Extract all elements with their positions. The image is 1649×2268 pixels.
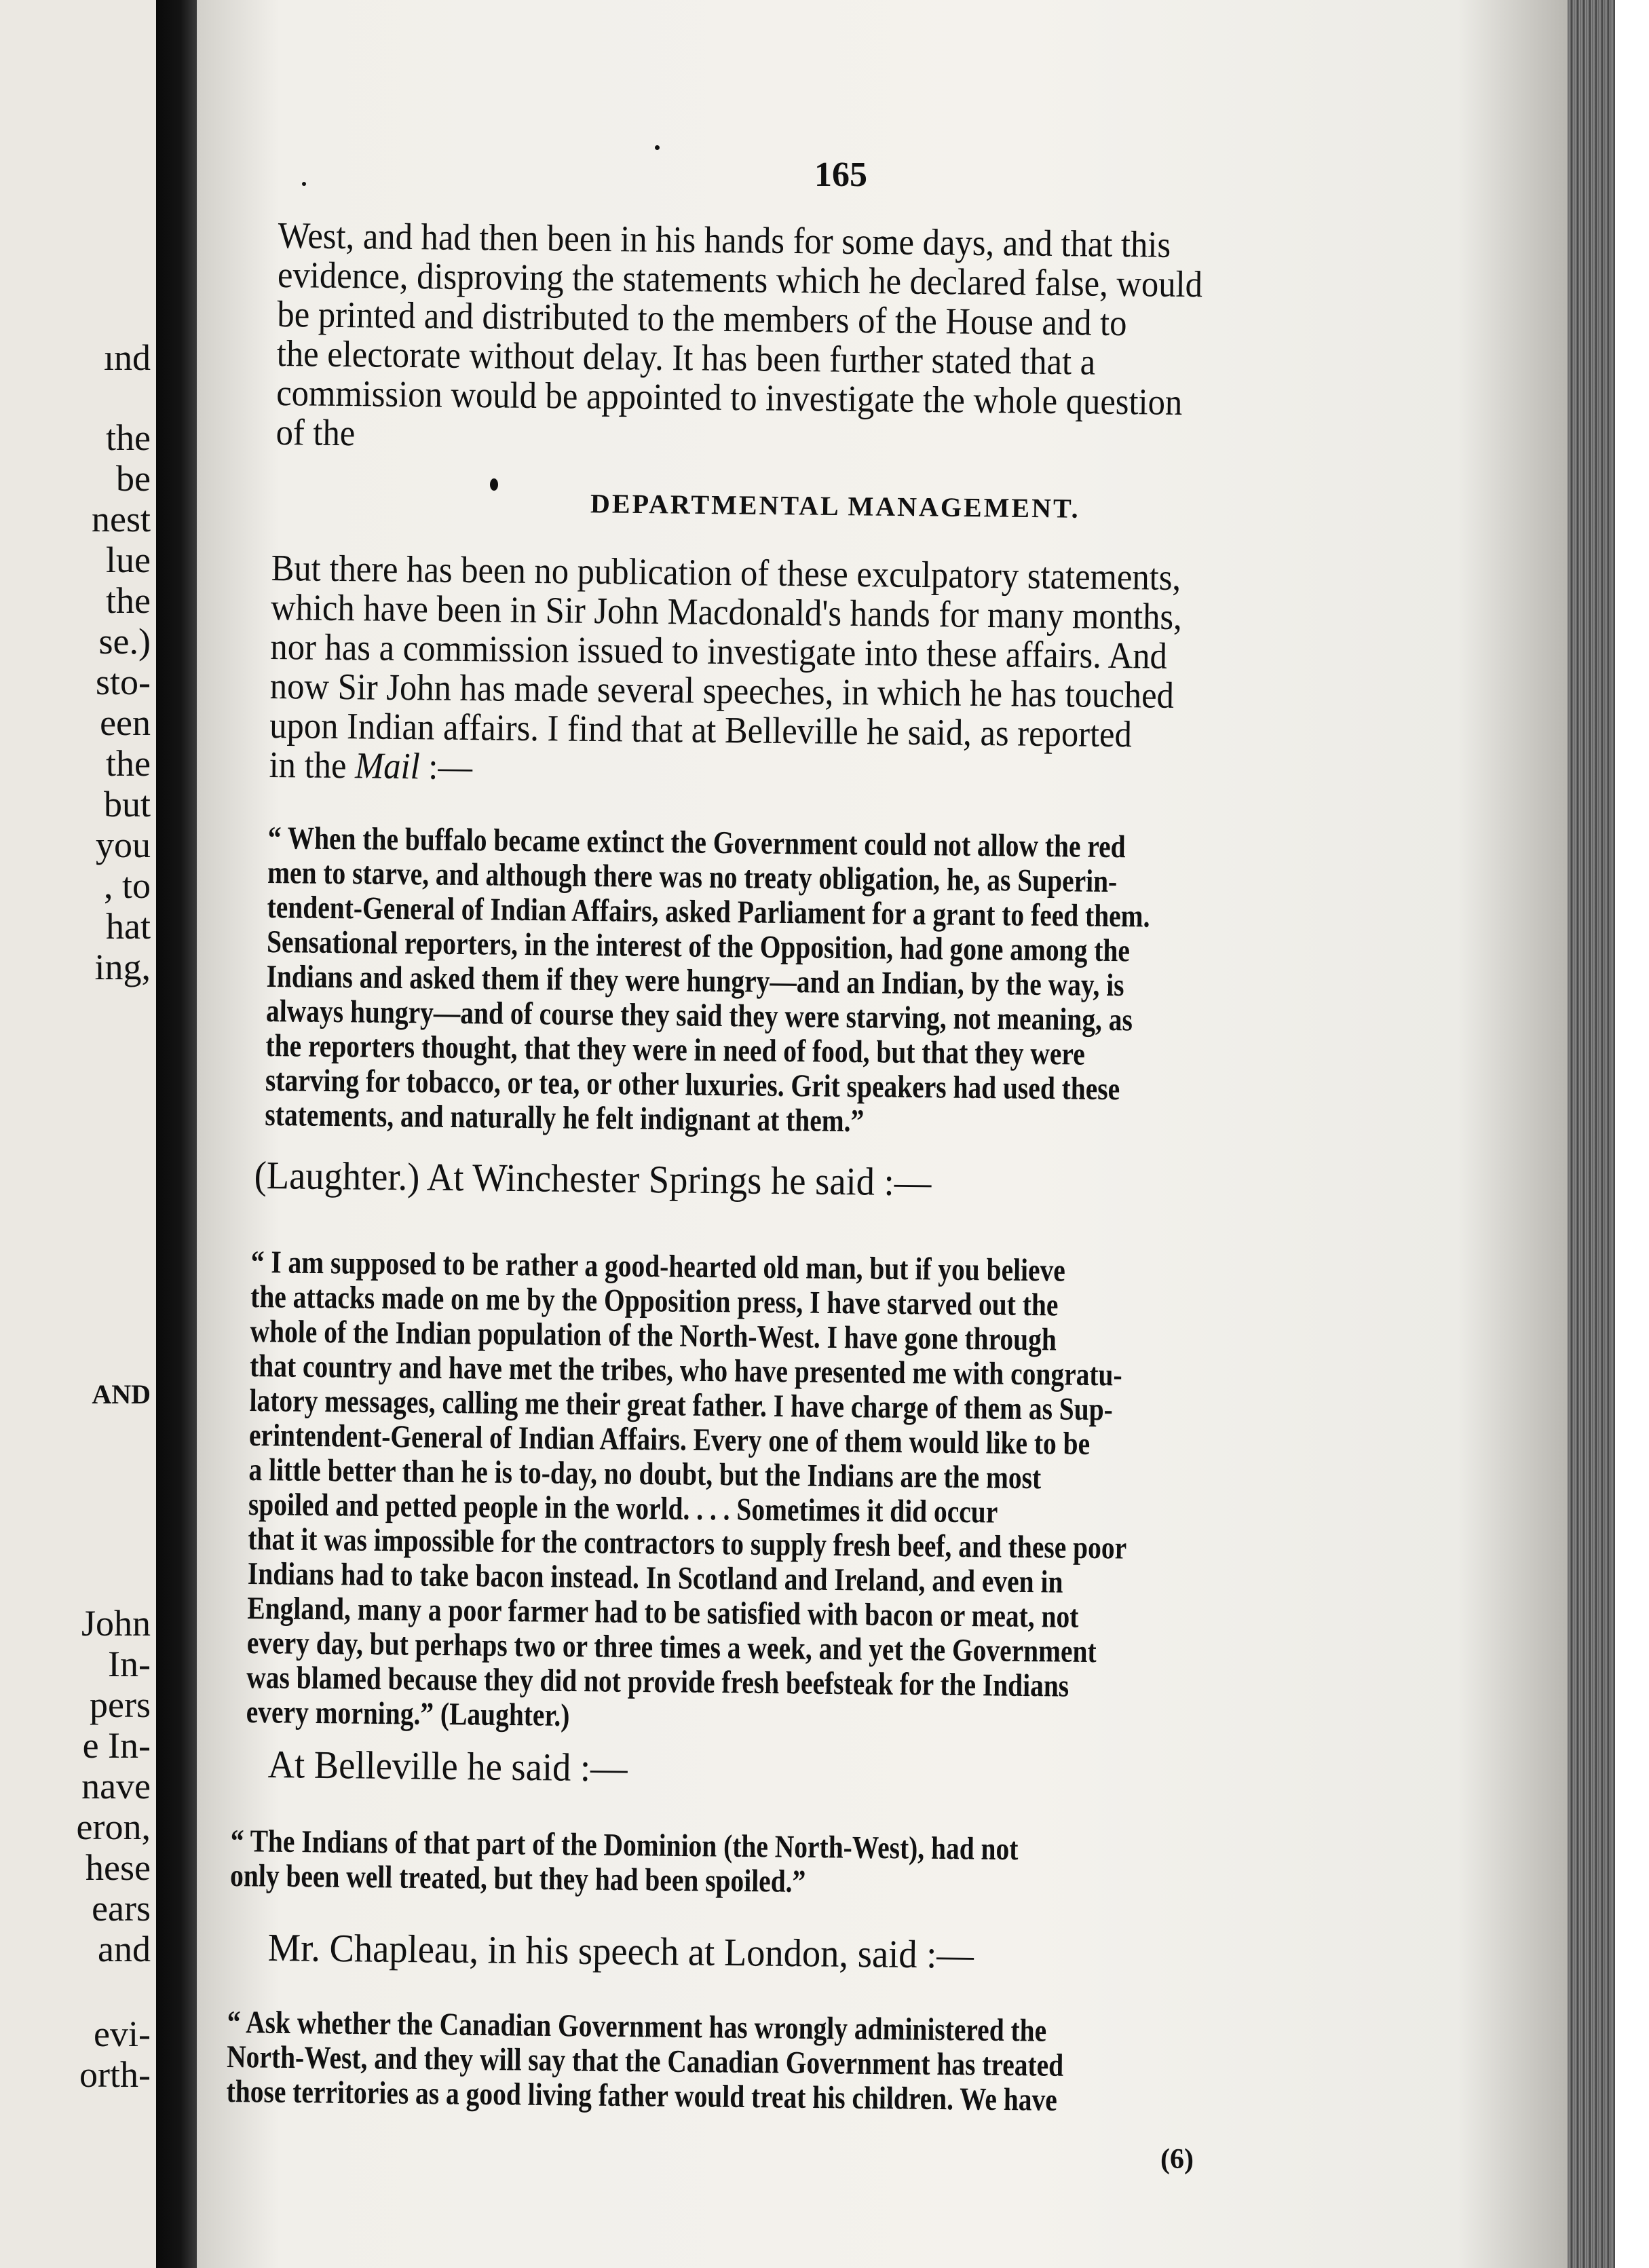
quote-line: men to starve, and although there was no treaty obligation, he, as Superin-: [267, 854, 1118, 900]
quote-line: that it was impossible for the contractors to supply fresh beef, and these poor: [248, 1521, 1127, 1566]
quote-line: the attacks made on me by the Opposition press, I have starved out the: [250, 1279, 1059, 1323]
paragraph-departmental: [269, 548, 1182, 794]
text-line: But there has been no publication of these exculpatory statements,: [271, 547, 1181, 599]
quote-line: latory messages, calling me their great father. I have charge of them as Sup-: [249, 1382, 1114, 1428]
left-page-text-fragment: you: [96, 825, 151, 865]
left-page-text-fragment: AND: [92, 1379, 151, 1410]
text-fragment: :—: [419, 745, 473, 788]
quote-line: spoiled and petted people in the world. . . . Sometimes it did occur: [248, 1486, 998, 1530]
left-page-text-fragment: een: [100, 702, 151, 743]
left-page-text-fragment: but: [103, 784, 151, 825]
left-page-text-fragment: hese: [86, 1847, 151, 1888]
page-number: 165: [814, 155, 867, 194]
left-page-text-fragment: be: [116, 458, 151, 499]
quote-belleville-spoiled: [230, 1824, 1019, 1902]
quote-belleville-buffalo: [265, 821, 1151, 1142]
quote-line: North-West, and they will say that the Canadian Government has treated: [226, 2039, 1064, 2083]
quote-line: the reporters thought, that they were in need of food, but that they were: [265, 1027, 1086, 1072]
left-page-text-fragment: the: [106, 417, 151, 458]
quote-winchester-springs: [246, 1245, 1130, 1739]
page-edges: [1568, 0, 1649, 2268]
quote-line: England, many a poor farmer had to be satisfied with bacon or meat, not: [247, 1590, 1079, 1635]
text-line: nor has a commission issued to investigate into these affairs. And: [270, 625, 1168, 677]
book-gutter: [156, 0, 197, 2268]
left-page-text-fragment: lue: [106, 540, 151, 580]
left-page-text-fragment: se.): [98, 621, 151, 662]
intro-chapleau: Mr. Chapleau, in his speech at London, said :—: [267, 1925, 974, 1977]
left-page-text-fragment: e In-: [82, 1725, 151, 1766]
quote-line: erintendent-General of Indian Affairs. Every one of them would like to be: [248, 1417, 1091, 1462]
quote-line: that country and have met the tribes, who have presented me with congratu-: [249, 1348, 1122, 1393]
ink-speck: [490, 478, 498, 491]
quote-line: tendent-General of Indian Affairs, asked Parliament for a grant to feed them.: [267, 889, 1150, 934]
left-page-text-fragment: nest: [92, 499, 151, 540]
left-page-text-fragment: ing,: [94, 947, 151, 987]
quote-line: “ I am supposed to be rather a good-hearted old man, but if you believe: [250, 1245, 1066, 1289]
left-page-text-fragment: ears: [92, 1888, 151, 1929]
quote-line: only been well treated, but they had been spoiled.”: [229, 1857, 806, 1900]
quote-line: Sensational reporters, in the interest of the Opposition, had gone among the: [266, 924, 1131, 969]
quote-line: Indians had to take bacon instead. In Scotland and Ireland, and even in: [247, 1555, 1063, 1600]
text-fragment: in the: [269, 743, 356, 787]
quote-line: always hungry—and of course they said they were starving, not meaning, as: [265, 993, 1133, 1038]
left-page-text-fragment: John: [81, 1603, 151, 1644]
quote-line: “ When the buffalo became extinct the Government could not allow the red: [267, 820, 1126, 865]
quote-line: whole of the Indian population of the North-West. I have gone through: [250, 1313, 1057, 1358]
left-page-text-fragment: pers: [90, 1684, 151, 1725]
left-page-text-fragment: nave: [81, 1766, 151, 1807]
newspaper-title: Mail: [354, 744, 421, 787]
text-line: the electorate without delay. It has been further stated that a: [276, 332, 1096, 383]
left-page-text-fragment: sto-: [96, 662, 151, 702]
quote-line: was blamed because they did not provide fresh beefsteak for the Indians: [246, 1659, 1069, 1704]
quote-line: every morning.” (Laughter.): [246, 1694, 570, 1733]
quote-line: “ Ask whether the Canadian Government has wrongly administered the: [227, 2005, 1047, 2049]
signature-mark: (6): [1160, 2144, 1194, 2175]
quote-line: “ The Indians of that part of the Dominion (the North-West), had not: [230, 1823, 1019, 1868]
text-line: evidence, disproving the statements which he declared false, would: [277, 253, 1203, 305]
text-line: now Sir John has made several speeches, in which he has touched: [269, 664, 1175, 716]
text-line: be printed and distributed to the members of the House and to: [277, 292, 1127, 344]
left-page-text-fragment: eron,: [76, 1807, 151, 1847]
left-page-text-fragment: orth-: [79, 2054, 151, 2095]
text-line: upon Indian affairs. I find that at Belleville he said, as reported: [269, 704, 1133, 755]
left-page-text-fragment: the: [106, 580, 151, 621]
intro-belleville: At Belleville he said :—: [267, 1742, 628, 1790]
left-page-text-fragment: , to: [103, 865, 151, 906]
intro-winchester-springs: (Laughter.) At Winchester Springs he said :—: [254, 1153, 932, 1205]
left-page-text-fragment: evi-: [94, 2014, 151, 2054]
text-line: which have been in Sir John Macdonald's hands for many months,: [270, 586, 1183, 638]
left-page-text-fragment: and: [98, 1929, 151, 1969]
text-line: of the: [276, 411, 356, 454]
quote-line: statements, and naturally he felt indignant at them.”: [265, 1097, 865, 1139]
quote-line: Indians and asked them if they were hungry—and an Indian, by the way, is: [266, 958, 1124, 1004]
left-page-text-fragment: ınd: [103, 337, 151, 378]
quote-chapleau: [226, 2005, 1064, 2118]
quote-line: those territories as a good living father would treat his children. We have: [226, 2073, 1058, 2118]
text-line: commission would be appointed to investigate the whole question: [276, 371, 1183, 423]
quote-line: starving for tobacco, or tea, or other luxuries. Grit speakers had used these: [265, 1062, 1120, 1108]
ink-speck: [302, 182, 306, 186]
paragraph-continuation: [276, 216, 1203, 461]
quote-line: every day, but perhaps two or three times a week, and yet the Government: [246, 1625, 1097, 1670]
left-page-text-fragment: In-: [108, 1644, 151, 1684]
quote-line: a little better than he is to-day, no doubt, but the Indians are the most: [248, 1452, 1042, 1496]
ink-speck: [655, 145, 660, 150]
text-line: West, and had then been in his hands for some days, and that this: [278, 214, 1171, 265]
section-heading: DEPARTMENTAL MANAGEMENT.: [590, 488, 1080, 524]
left-page-text-fragment: the: [106, 743, 151, 784]
left-facing-page: [0, 0, 156, 2268]
left-page-text-fragment: hat: [106, 906, 151, 947]
